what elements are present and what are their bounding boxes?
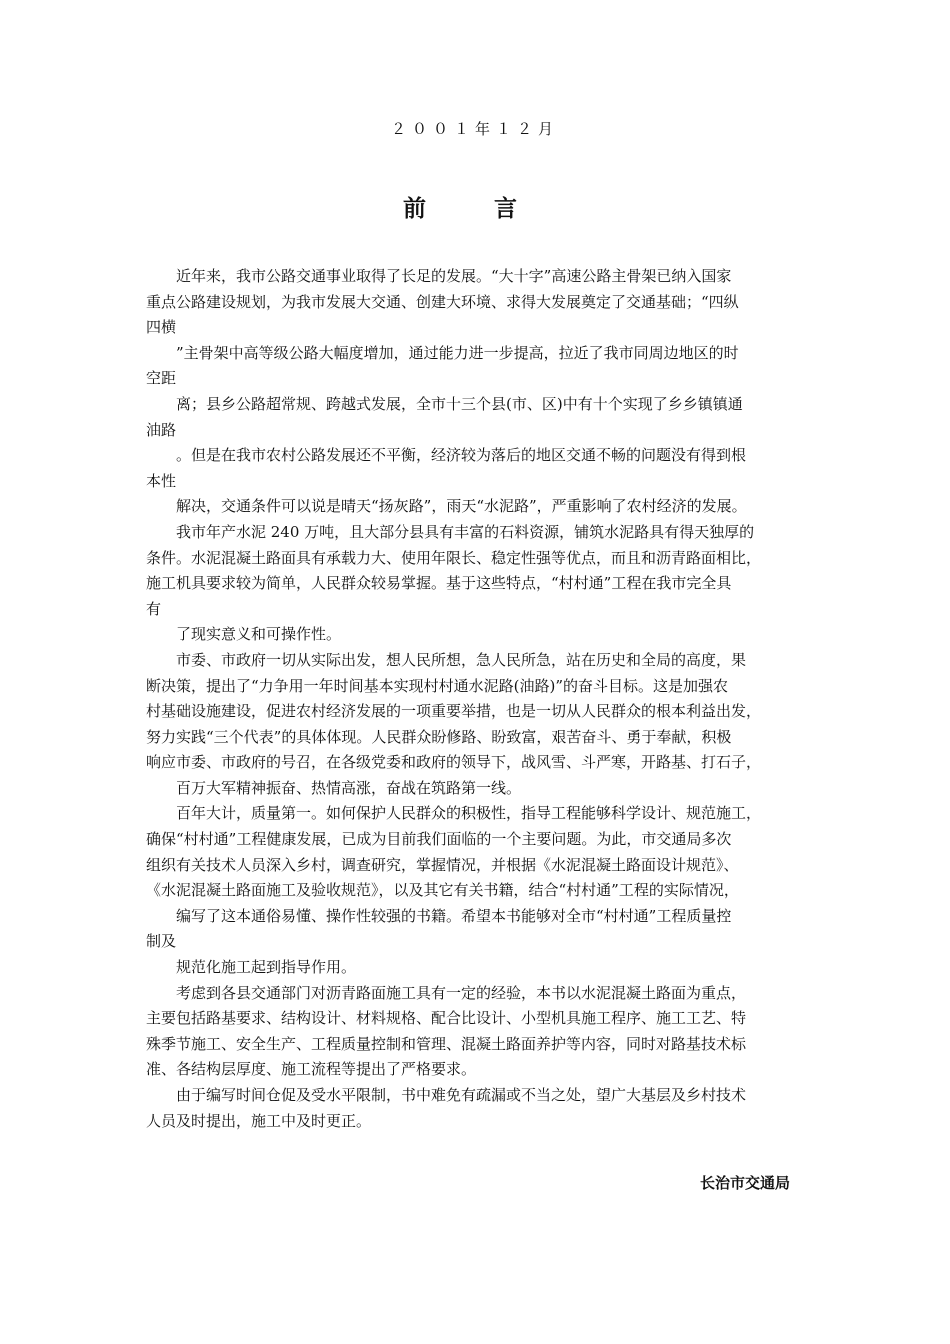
text-line: 殊季节施工、安全生产、工程质量控制和管理、混凝土路面养护等内容，同时对路基技术标 xyxy=(146,1034,747,1053)
text-line: 近年来，我市公路交通事业取得了长足的发展。“大十字”高速公路主骨架已纳入国家 xyxy=(176,267,732,285)
text-line: 条件。水泥混凝土路面具有承载力大、使用年限长、稳定性强等优点，而且和沥青路面相比， xyxy=(146,548,762,567)
text-line: 组织有关技术人员深入乡村，调查研究，掌握情况，并根据《水泥混凝土路面设计规范》、 xyxy=(146,855,739,874)
text-line: 《水泥混凝土路面施工及验收规范》，以及其它有关书籍，结合“村村通”工程的实际情况， xyxy=(146,881,739,900)
page-title: 前 言 xyxy=(402,196,547,222)
text-line: ”主骨架中高等级公路大幅度增加，通过能力进一步提高，拉近了我市同周边地区的时 xyxy=(176,343,739,362)
text-line: 四横 xyxy=(146,318,177,337)
text-line: 人员及时提出，施工中及时更正。 xyxy=(146,1111,372,1130)
text-line: 离；县乡公路超常规、跨越式发展，全市十三个县(市、区)中有十个实现了乡乡镇镇通 xyxy=(176,394,743,413)
text-line: 本性 xyxy=(146,471,177,490)
text-line: 空距 xyxy=(146,369,177,388)
text-line: 油路 xyxy=(146,420,177,439)
text-line: 施工机具要求较为简单，人民群众较易掌握。基于这些特点，“村村通”工程在我市完全具 xyxy=(146,574,732,593)
text-line: 响应市委、市政府的号召，在各级党委和政府的领导下，战风雪、斗严寒，开路基、打石子， xyxy=(146,753,762,772)
text-line: 百万大军精神振奋、热情高涨，奋战在筑路第一线。 xyxy=(176,778,522,797)
text-line: 重点公路建设规划，为我市发展大交通、创建大环境、求得大发展奠定了交通基础；“四纵 xyxy=(146,292,739,311)
preface-body xyxy=(146,264,810,1134)
text-line: 断决策，提出了“力争用一年时间基本实现村村通水泥路(油路)”的奋斗目标。这是加强农 xyxy=(146,676,729,695)
text-line: 解决，交通条件可以说是晴天“扬灰路”，雨天“水泥路”，严重影响了农村经济的发展。 xyxy=(176,497,747,516)
text-line: 确保“村村通”工程健康发展，已成为目前我们面临的一个主要问题。为此，市交通局多次 xyxy=(146,830,732,849)
text-line: 规范化施工起到指导作用。 xyxy=(176,958,357,977)
text-line: 制及 xyxy=(146,932,177,951)
text-line: 我市年产水泥 240 万吨，且大部分县具有丰富的石料资源，铺筑水泥路具有得天独厚的 xyxy=(176,522,755,541)
text-line: 。但是在我市农村公路发展还不平衡，经济较为落后的地区交通不畅的问题没有得到根 xyxy=(176,446,747,465)
text-line: 村基础设施建设，促进农村经济发展的一项重要举措，也是一切从人民群众的根本利益出发， xyxy=(146,702,762,721)
publication-date: ２００１年１２月 xyxy=(390,120,559,138)
text-line: 准、各结构层厚度、施工流程等提出了严格要求。 xyxy=(146,1060,477,1079)
text-line: 了现实意义和可操作性。 xyxy=(176,625,342,644)
text-line: 努力实践“三个代表”的具体体现。人民群众盼修路、盼致富，艰苦奋斗、勇于奉献，积极 xyxy=(146,727,732,746)
text-line: 有 xyxy=(146,599,162,618)
text-line: 主要包括路基要求、结构设计、材料规格、配合比设计、小型机具施工程序、施工工艺、特 xyxy=(146,1009,747,1028)
text-line: 考虑到各县交通部门对沥青路面施工具有一定的经验，本书以水泥混凝土路面为重点， xyxy=(176,983,747,1002)
text-line: 由于编写时间仓促及受水平限制，书中难免有疏漏或不当之处，望广大基层及乡村技术 xyxy=(176,1086,747,1104)
text-line: 市委、市政府一切从实际出发，想人民所想，急人民所急，站在历史和全局的高度，果 xyxy=(176,650,747,669)
signature: 长治市交通局 xyxy=(699,1174,790,1192)
text-line: 百年大计，质量第一。如何保护人民群众的积极性，指导工程能够科学设计、规范施工， xyxy=(176,804,762,823)
text-line: 编写了这本通俗易懂、操作性较强的书籍。希望本书能够对全市“村村通”工程质量控 xyxy=(176,906,732,925)
